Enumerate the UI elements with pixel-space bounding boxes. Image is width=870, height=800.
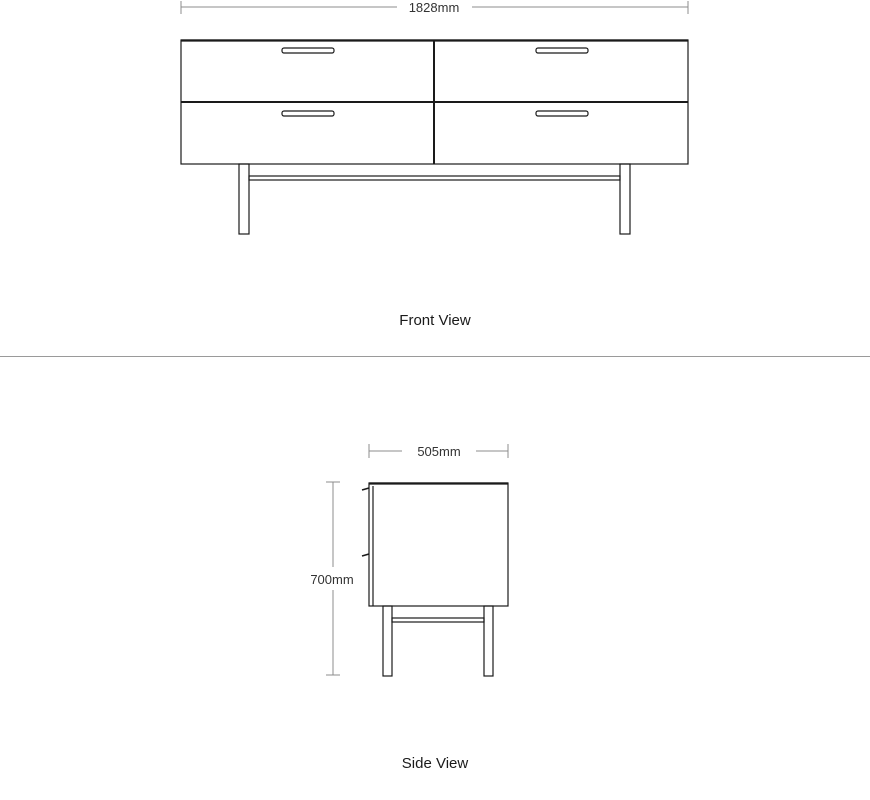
front-view-title: Front View: [399, 312, 471, 329]
front-leg-left: [239, 164, 249, 234]
side-handle-bottom: [362, 554, 369, 556]
side-handle-top: [362, 488, 369, 490]
drawer-handle-bottom-right: [536, 111, 588, 116]
side-height-label: 700mm: [310, 572, 354, 587]
side-depth-label: 505mm: [417, 444, 461, 459]
front-width-label: 1828mm: [408, 0, 460, 15]
front-leg-right: [620, 164, 630, 234]
side-body: [369, 483, 508, 606]
side-leg-front: [383, 606, 392, 676]
side-cabinet: [362, 483, 508, 676]
drawer-handle-bottom-left: [282, 111, 334, 116]
side-stretcher: [392, 618, 484, 622]
drawer-handle-top-left: [282, 48, 334, 53]
front-stretcher: [249, 176, 620, 180]
side-leg-back: [484, 606, 493, 676]
side-view-title: Side View: [401, 755, 469, 772]
front-cabinet: [181, 40, 688, 234]
drawer-handle-top-right: [536, 48, 588, 53]
